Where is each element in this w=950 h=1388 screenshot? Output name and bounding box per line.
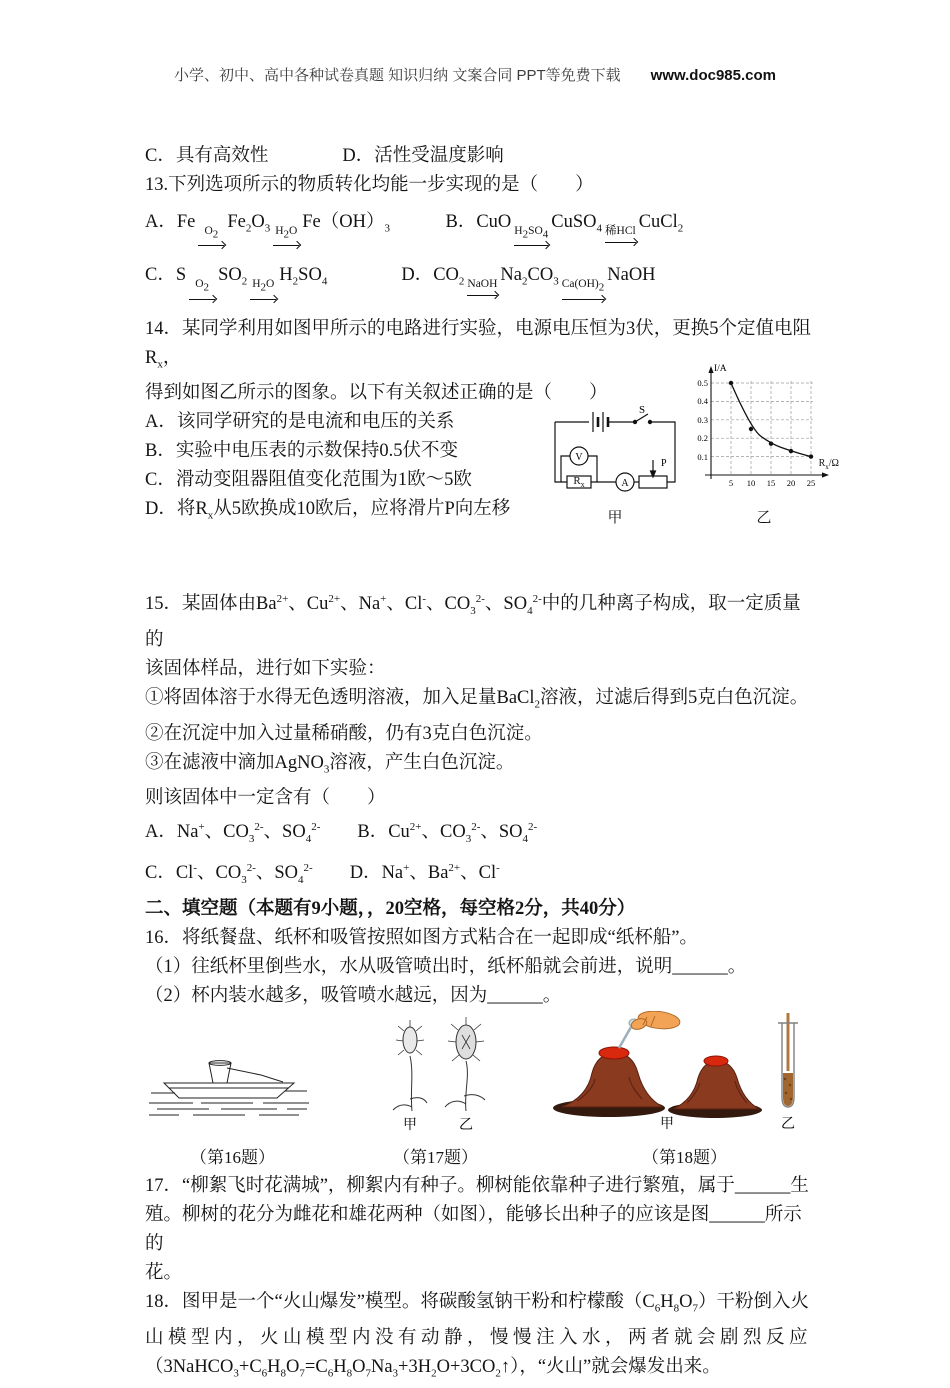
q14-option-c: C．滑动变阻器阻值变化范围为1欧～5欧 bbox=[145, 470, 472, 491]
test-tube-drawing bbox=[773, 1011, 803, 1133]
q15-option-ab: A．Na+、$CO_3^{2-}$、$SO_4^{2-}$ B．$Cu^{2+}$、$CO_3^{2-}$、$SO_4^{2-}$ bbox=[145, 821, 538, 846]
switch-label: S bbox=[638, 403, 646, 416]
q18-line3: $(3NaHCO_3+C_6H_8O_7=C_6H_8O_7Na_3+3H_2O+3CO_2↑)$，“火山”就会爆发出来。 bbox=[145, 1356, 721, 1380]
x-tick: 10 bbox=[746, 477, 756, 488]
q13-option-ab: A．Fe $O_2$ $Fe_2O_3$ $H_2O$ $Fe(OH)_3$ B．CuO $H_2SO_4$ CuSO$_4$ 稀HCl CuCl$_2$ bbox=[145, 200, 817, 253]
volcano-left bbox=[561, 1052, 663, 1107]
flower-yi bbox=[445, 1017, 485, 1111]
straw bbox=[227, 1068, 283, 1082]
y-tick: 0.5 bbox=[697, 377, 708, 388]
q16-blank-1: （1）往纸杯里倒些水，水从吸管喷出时，纸杯船就会前进，说明______。 bbox=[145, 956, 747, 977]
circuit-figure bbox=[545, 404, 685, 527]
question-15 bbox=[145, 585, 817, 895]
caption-q16: （第16题） bbox=[190, 1147, 275, 1167]
q17-line2: 殖。柳树的花分为雌花和雄花两种（如图），能够长出种子的应该是图______所示的 bbox=[145, 1204, 802, 1254]
x-tick: 20 bbox=[786, 477, 796, 488]
question-14 bbox=[145, 315, 839, 531]
site-link[interactable]: www.doc985.com bbox=[650, 67, 776, 84]
q13-option-cd: C．S $O_2$ $SO_2$ $H_2O$ $H_2SO_4$ D．$CO_2$ NaOH $Na_2CO_3$ $Ca(OH)_2$ NaOH bbox=[145, 253, 817, 306]
paper-boat-figure bbox=[149, 1041, 309, 1129]
y-axis-arrow bbox=[708, 366, 713, 373]
q12-options-cd: C．具有高效性 D．活性受温度影响 bbox=[145, 146, 504, 166]
q14-stem-line2: 得到如图乙所示的图象。以下有关叙述正确的是（ ） bbox=[145, 383, 608, 404]
ammeter-label: A bbox=[621, 477, 629, 489]
y-tick-labels bbox=[697, 378, 708, 462]
flower-jia bbox=[393, 1020, 427, 1111]
q15-step-2: ②在沉淀中加入过量稀硝酸，仍有3克白色沉淀。 bbox=[145, 723, 543, 744]
flower-jia-label: 甲 bbox=[403, 1117, 417, 1133]
page-header bbox=[0, 64, 950, 85]
rx-resistor-label: $R_x$ bbox=[573, 474, 585, 489]
x-tick: 25 bbox=[806, 477, 816, 488]
q17-line3: 花。 bbox=[145, 1262, 183, 1283]
y-tick: 0.4 bbox=[697, 395, 708, 406]
iv-graph bbox=[689, 359, 839, 499]
x-axis-arrow bbox=[822, 472, 829, 477]
q14-option-b: B．实验中电压表的示数保持0.5伏不变 bbox=[145, 441, 458, 462]
catkin-flowers-drawing bbox=[380, 1011, 505, 1133]
x-tick: 5 bbox=[728, 477, 734, 488]
q14-stem-line1: 14．某同学利用如图甲所示的电路进行实验，电源电压恒为3伏，更换5个定值电阻$R_x$， bbox=[145, 318, 812, 371]
caption-q18: （第18题） bbox=[642, 1147, 727, 1167]
circuit-caption: 甲 bbox=[607, 509, 623, 526]
q18-line2: 山模型内，火山模型内没有动静，慢慢注入水，两者就会剧烈反应 bbox=[145, 1327, 813, 1348]
grid-lines bbox=[711, 381, 813, 475]
volcano-model-figure bbox=[547, 1011, 772, 1143]
catkin-flowers-figure bbox=[380, 1011, 505, 1143]
flower-yi-label: 乙 bbox=[459, 1117, 473, 1133]
slider-arrow bbox=[651, 460, 656, 477]
volcano-jia-label: 甲 bbox=[660, 1116, 674, 1132]
volcano-model-drawing bbox=[547, 1011, 772, 1133]
battery-symbol bbox=[593, 412, 608, 432]
q17-line1: 17．“柳絮飞时花满城”，柳絮内有种子。柳树能依靠种子进行繁殖，属于______生 bbox=[145, 1175, 809, 1196]
boat-hull bbox=[164, 1083, 294, 1098]
y-tick: 0.3 bbox=[697, 414, 708, 425]
x-tick: 15 bbox=[766, 477, 776, 488]
q18-line1: 18．图甲是一个“火山爆发”模型。将碳酸氢钠干粉和柠檬酸$(C_6H_8O_7)$干粉倒入火 bbox=[145, 1291, 810, 1315]
q15-option-cd: C．Cl-、$CO_3^{2-}$、$SO_4^{2-}$ D．Na+、$Ba^{2+}$、Cl- bbox=[145, 862, 500, 886]
crater-left bbox=[599, 1047, 629, 1059]
y-tick: 0.1 bbox=[697, 451, 708, 462]
crater-right bbox=[704, 1056, 728, 1066]
figure-captions bbox=[145, 1143, 817, 1172]
paper-cup bbox=[209, 1063, 231, 1083]
axes bbox=[705, 370, 825, 479]
q14-option-a: A．该同学研究的是电流和电压的关系 bbox=[145, 412, 455, 433]
figure-row bbox=[145, 1015, 817, 1143]
exam-body bbox=[145, 142, 839, 1388]
q15-stem-line1: 15．某固体由$Ba^{2+}$、$Cu^{2+}$、Na+、Cl-、$CO_3^{2-}$、$SO_4^{2-}$中的几种离子构成，取一定质量的 bbox=[145, 592, 801, 650]
water-lines bbox=[149, 1091, 309, 1115]
graph-figure bbox=[689, 359, 839, 527]
graph-caption: 乙 bbox=[756, 509, 772, 526]
q15-ask: 则该固体中一定含有（ ） bbox=[145, 788, 386, 809]
q14-figures bbox=[545, 359, 839, 527]
slider-label: P bbox=[661, 457, 667, 469]
section-2-heading: 二、填空题（本题有9小题，，20空格，每空格2分，共40分） bbox=[145, 898, 636, 919]
hand bbox=[630, 1011, 681, 1031]
q15-stem-line2: 该固体样品，进行如下实验： bbox=[145, 658, 386, 679]
q15-step-1: ①将固体溶于水得无色透明溶液，加入足量BaCl$_2$溶液，过滤后得到5克白色沉淀。 bbox=[145, 687, 809, 711]
x-tick-labels bbox=[729, 478, 815, 488]
q15-step-3: ③在滤液中滴加AgNO$_3$溶液，产生白色沉淀。 bbox=[145, 752, 515, 776]
test-tube-figure bbox=[773, 1011, 803, 1143]
y-tick: 0.2 bbox=[697, 432, 708, 443]
tube-yi-label: 乙 bbox=[781, 1116, 795, 1132]
y-axis-label: I/A bbox=[714, 363, 727, 374]
x-axis-label: $R_x/\Omega$ bbox=[818, 457, 839, 471]
paper-boat-drawing bbox=[149, 1041, 309, 1119]
q13-stem: 13.下列选项所示的物质转化均能一步实现的是（ ） bbox=[145, 175, 594, 195]
voltmeter-label: V bbox=[575, 451, 583, 463]
q14-option-d: D．将$R_x$从5欧换成10欧后，应将滑片P向左移 bbox=[145, 499, 511, 522]
caption-q17: （第17题） bbox=[393, 1147, 478, 1167]
q16-blank-2: （2）杯内装水越多，吸管喷水越远，因为______。 bbox=[145, 985, 562, 1006]
q16-stem: 16．将纸餐盘、纸杯和吸管按照如图方式粘合在一起即成“纸杯船”。 bbox=[145, 927, 698, 948]
header-tagline: 小学、初中、高中各种试卷真题 知识归纳 文案合同 PPT等免费下载 bbox=[173, 67, 621, 84]
